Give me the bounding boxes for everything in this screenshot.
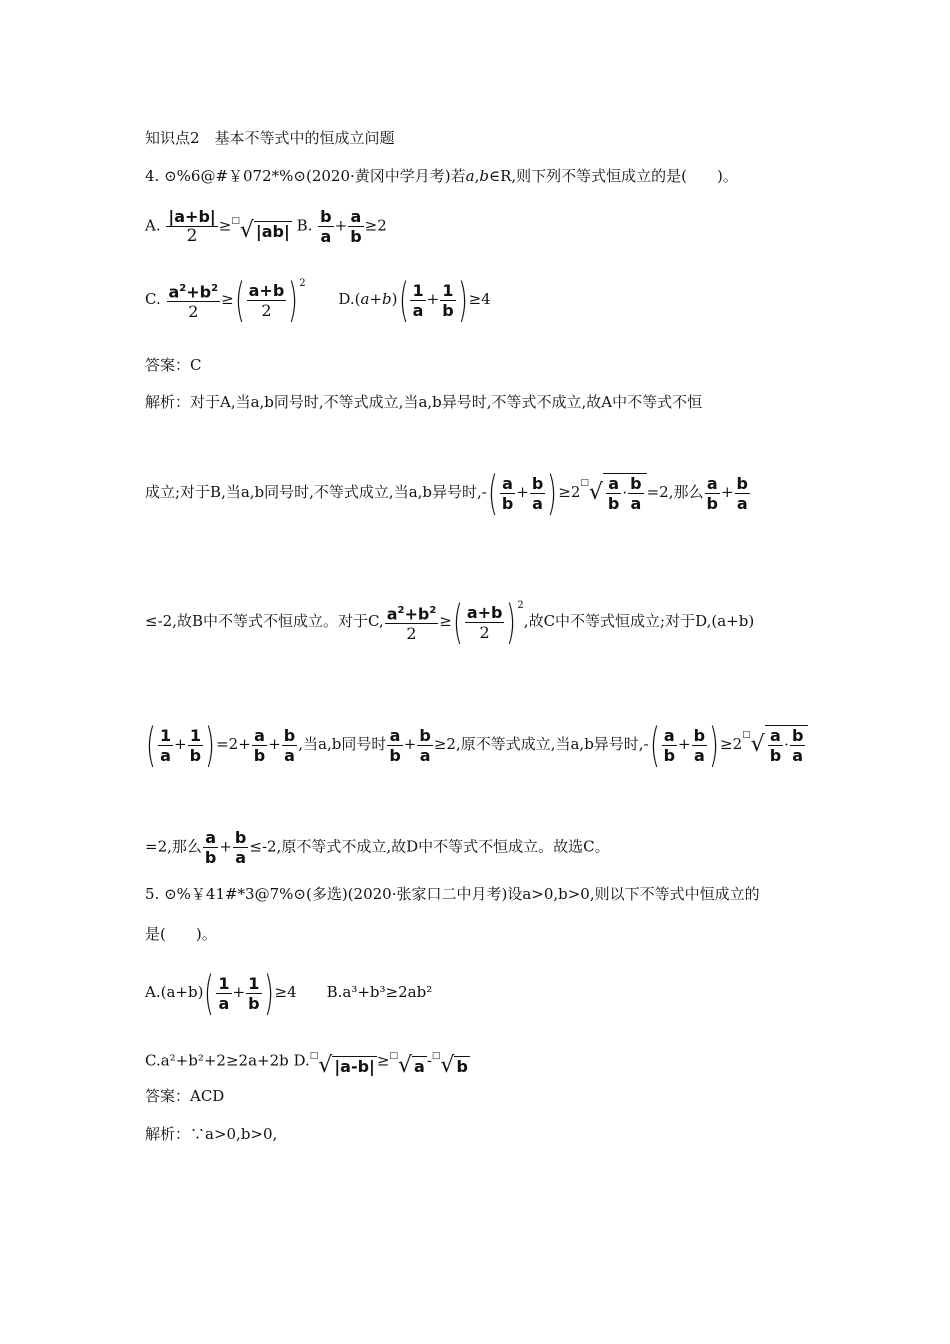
q4-explanation-line5: =2,那么 $\frac{a}{b}$ + $\frac{b}{a}$ ≤-2,原不等式不成立,故D中不等式不恒成立。故选C。 (145, 828, 610, 867)
sqrt-sign: □√ |ab| (231, 216, 290, 244)
q5-options-cd: C.a²+b²+2≥2a+2b D.□√ |a-b| ≥□√ a -□√ b (145, 1051, 468, 1078)
fraction: $\frac{a}{b}$ (350, 207, 362, 246)
question-5-stem: 5. ⊙%￥41#*3@7%⊙(多选)(2020·张家口二中月考)设a>0,b>0,则以下不等式中恒成立的 (145, 885, 760, 903)
question-5-stem-cont: 是( )。 (145, 925, 217, 943)
fraction: $\frac{1}{b}$ (442, 280, 454, 320)
fraction: $\frac{a+b}{2}$ (248, 280, 285, 320)
fraction: $\frac{a^2+b^2}{2}$ (167, 279, 221, 321)
section-title: 知识点2 基本不等式中的恒成立问题 (145, 129, 395, 147)
q4-explanation-line4: ( $\frac{1}{a}$ + $\frac{1}{b}$ )=2+ $\frac{a}{b}$ + $\frac{b}{a}$ ,当a,b同号时 $\frac{a}{b}$ + $\frac{b}{a}$ ≥2,原不等式成立,当a,b异号时,-( $\frac{a}{b}$ + $\frac{b}{a}$ )≥2□√ $\frac{a}{b}$ · $\frac{b}{a}$ (145, 722, 808, 768)
q4-options-ab: A. $\frac{|a+b|}{2}$ ≥□√ |ab| B. $\frac{b}{a}$ + $\frac{a}{b}$ ≥2 (145, 207, 387, 246)
q4-explanation-line1: 解析：对于A,当a,b同号时,不等式成立,当a,b异号时,不等式不成立,故A中不等式不恒 (145, 393, 703, 411)
q4-prefix: 4. ⊙%6@#￥072*%⊙(2020·黄冈中学月考)若 (145, 167, 466, 185)
fraction: $\frac{1}{a}$ (412, 280, 424, 320)
q4-answer: 答案：C (145, 356, 202, 374)
q5-options-ab: A.(a+b)( $\frac{1}{a}$ + $\frac{1}{b}$ )≥4 B.a³+b³≥2ab² (145, 966, 433, 1020)
question-4-stem: 4. ⊙%6@#￥072*%⊙(2020·黄冈中学月考)若a,b∈R,则下列不等式恒成立的是( )。 (145, 167, 738, 185)
q4-explanation-line2: 成立;对于B,当a,b同号时,不等式成立,当a,b异号时,-( $\frac{a}{b}$ + $\frac{b}{a}$ )≥2□√ $\frac{a}{b}$ · $\frac{b}{a}$ =2,那么 $\frac{a}{b}$ + $\frac{b}{a}$ (145, 466, 748, 520)
q4-options-cd: C. $\frac{a^2+b^2}{2}$ ≥( $\frac{a+b}{2}$ )$^2$ D.(a+b)( $\frac{1}{a}$ + $\frac{1}{b}$ )≥4 (145, 273, 491, 327)
q5-explanation: 解析：∵a>0,b>0, (145, 1125, 278, 1143)
q5-answer: 答案：ACD (145, 1087, 225, 1105)
fraction: $\frac{b}{a}$ (320, 207, 332, 246)
q4-explanation-line3: ≤-2,故B中不等式不恒成立。对于C, $\frac{a^2+b^2}{2}$ ≥( $\frac{a+b}{2}$ )$^2$,故C中不等式恒成立;对于D,(a+b) (145, 595, 755, 649)
fraction: $\frac{|a+b|}{2}$ (168, 207, 216, 246)
